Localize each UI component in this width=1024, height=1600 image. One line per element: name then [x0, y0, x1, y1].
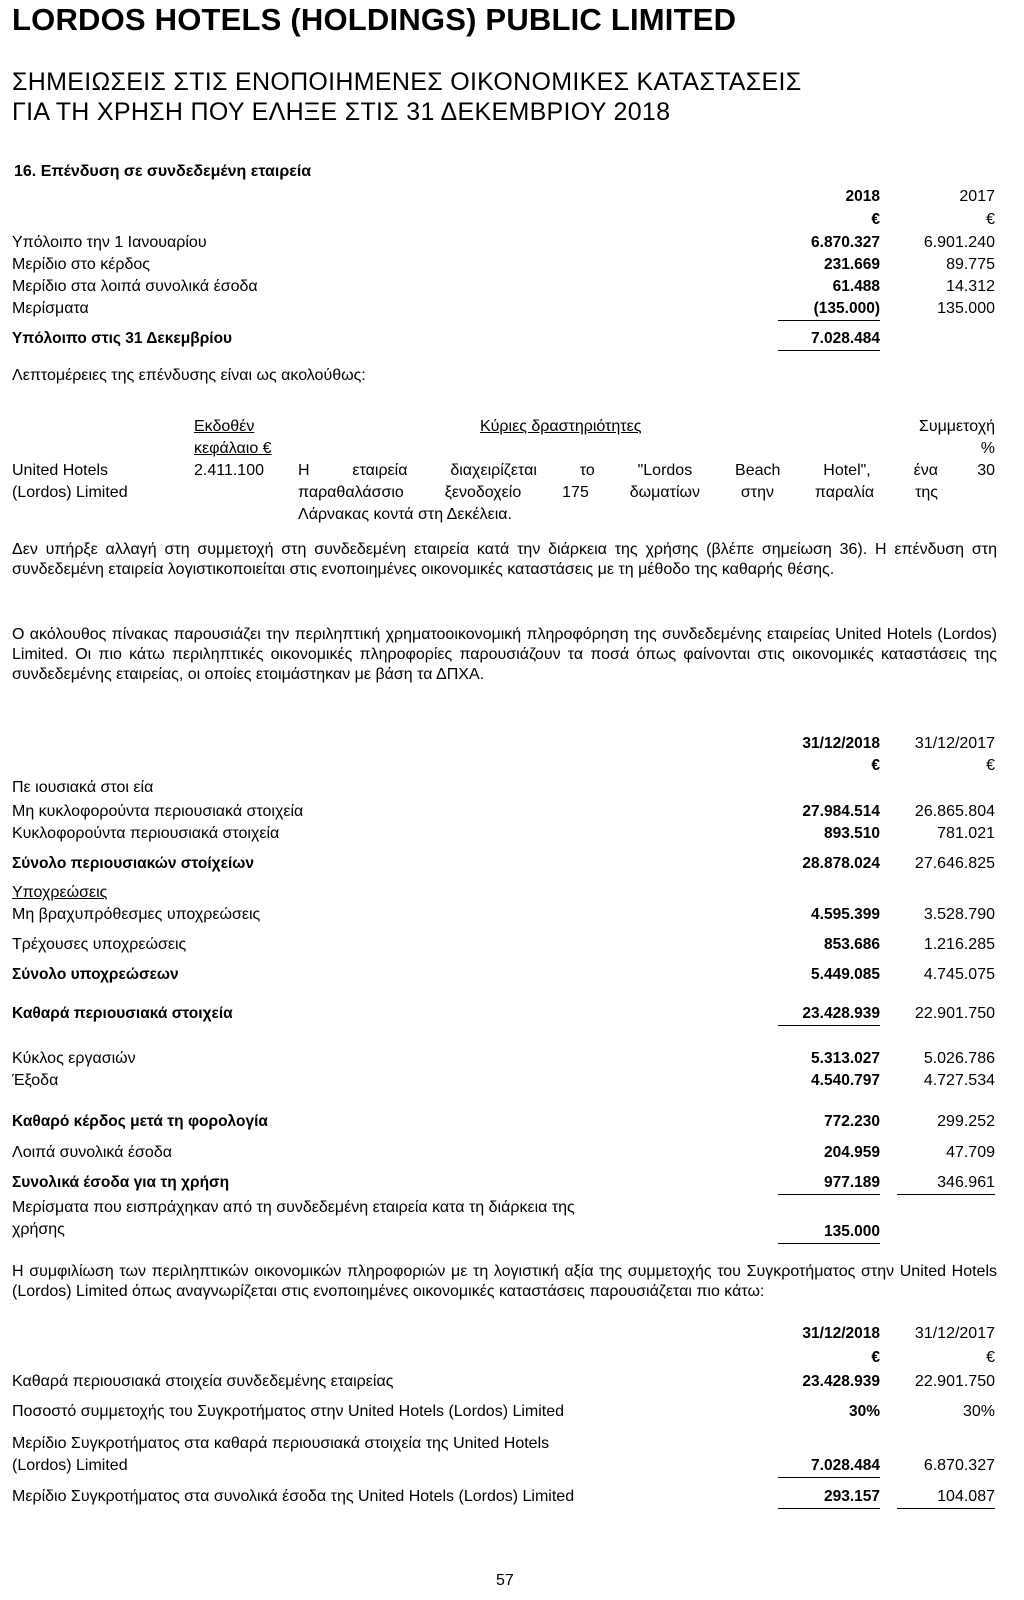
share-header-1: Συμμετοχή [918, 418, 995, 435]
table-row-value: 61.488 [832, 278, 880, 295]
page-number: 57 [496, 1572, 514, 1589]
underline [778, 1243, 880, 1244]
issued-capital: 2.411.100 [194, 462, 264, 479]
table-row-value: 104.087 [937, 1488, 995, 1505]
table-row-value: 853.686 [823, 936, 880, 953]
table-row-label: Μερίδιο Συγκροτήματος στα καθαρά περιουσιακά στοιχεία της United Hotels [12, 1435, 550, 1452]
table-row-value: 5.313.027 [811, 1050, 880, 1067]
col-b-header: 31/12/2017 [914, 1325, 995, 1342]
col-a-header: 31/12/2018 [802, 735, 880, 752]
table-row-value: 5.449.085 [811, 966, 880, 983]
activities-header: Κύριες δραστηριότητες [480, 418, 642, 435]
table-row-value: 893.510 [823, 825, 880, 842]
table-row-value: 6.870.327 [923, 1457, 995, 1474]
underline [778, 1025, 880, 1026]
table-row-value: 772.230 [823, 1113, 880, 1130]
table-row-value: 89.775 [946, 256, 995, 273]
table-row-label: Λοιπά συνολικά έσοδα [12, 1144, 172, 1161]
table-row-label: Κυκλοφορούντα περιουσιακά στοιχεία [12, 825, 280, 842]
table-row-value: (135.000) [813, 300, 880, 317]
table-row-value: 23.428.939 [802, 1005, 880, 1022]
table-row-value: 22.901.750 [914, 1005, 995, 1022]
assets-heading: Πε ιουσιακά στοι εία [12, 779, 154, 796]
col-b-header: 31/12/2017 [914, 735, 995, 752]
table-row-label: Καθαρό κέρδος μετά τη φορολογία [12, 1113, 268, 1130]
table-row-value: 7.028.484 [811, 1457, 880, 1474]
table-row-label: Μη βραχυπρόθεσμες υποχρεώσεις [12, 906, 261, 923]
table-row-label: Σύνολο υποχρεώσεων [12, 966, 179, 983]
table-row-value: 27.646.825 [914, 855, 995, 872]
table-row-value: 293.157 [823, 1488, 880, 1505]
table-row-label: Μερίδιο Συγκροτήματος στα συνολικά έσοδα της United Hotels (Lordos) Limited [12, 1488, 575, 1505]
table-row-value: 299.252 [937, 1113, 995, 1130]
table-row-value: 204.959 [823, 1144, 880, 1161]
table-row-value: 5.026.786 [923, 1050, 995, 1067]
table-row-value: 6.901.240 [923, 234, 995, 251]
paragraph-3: Η συμφιλίωση των περιληπτικών οικονομικών πληροφοριών με τη λογιστική αξία της συμμετοχής του Συγκροτήματος στην United Hotels (Lordos) Limited όπως αναγνωρίζεται στις ενοποιημένες οικονομικές καταστάσεις παρουσιάζεται πιο κάτω: [12, 1263, 997, 1300]
table-row-value: 4.595.399 [811, 906, 880, 923]
table-row-label: Συνολικά έσοδα για τη χρήση [12, 1174, 230, 1191]
table-row-value: 7.028.484 [811, 330, 880, 347]
underline [778, 320, 880, 321]
table-row-label: Ποσοστό συμμετοχής του Συγκροτήματος στην United Hotels (Lordos) Limited [12, 1403, 565, 1420]
table-row-value: 4.727.534 [923, 1072, 995, 1089]
table-row-label: Σύνολο περιουσιακών στοίχείων [12, 855, 254, 872]
table-row-label: Μερίδιο στο κέρδος [12, 256, 150, 273]
col-2018-header: 2018 [845, 188, 880, 205]
currency-2017: € [986, 211, 995, 228]
table-row-value: 47.709 [946, 1144, 995, 1161]
table-row-label: Υποχρεώσεις [12, 884, 108, 901]
table-row-label: Έξοδα [12, 1072, 59, 1089]
currency-a: € [871, 1349, 880, 1366]
table-row-value: 781.021 [937, 825, 995, 842]
double-underline [778, 350, 880, 351]
col-2017-header: 2017 [959, 188, 995, 205]
table-row-value: 30% [848, 1403, 880, 1420]
table-row-value: 28.878.024 [802, 855, 880, 872]
table-row-value: 1.216.285 [923, 936, 995, 953]
title-line-2: ΓΙΑ ΤΗ ΧΡΗΣΗ ΠΟΥ ΕΛΗΞΕ ΣΤΙΣ 31 ΔΕΚΕΜΒΡΙΟΥ 2018 [12, 98, 671, 126]
table-row-label: Κύκλος εργασιών [12, 1050, 136, 1067]
table-row-value: 30% [962, 1403, 995, 1420]
table-row-value: 4.745.075 [923, 966, 995, 983]
company-name-line-1: United Hotels [12, 462, 109, 479]
table-row-value: 14.312 [946, 278, 995, 295]
currency-2018: € [871, 211, 880, 228]
table-row-label: Μερίσματα που εισπράχηκαν από τη συνδεδεμένη εταιρεία κατα τη διάρκεια της [12, 1199, 575, 1216]
table-row-label: Υπόλοιπο την 1 Ιανουαρίου [12, 234, 207, 251]
table-row-value: 27.984.514 [802, 803, 880, 820]
table-row-label: Καθαρά περιουσιακά στοιχεία [12, 1005, 233, 1022]
underline [897, 1194, 995, 1195]
details-intro: Λεπτομέρειες της επένδυσης είναι ως ακολούθως: [12, 367, 366, 384]
table-row-value: 135.000 [823, 1223, 880, 1240]
share-header-2: % [980, 440, 995, 457]
col-a-header: 31/12/2018 [802, 1325, 880, 1342]
table-row-value: 135.000 [937, 300, 995, 317]
table-row-label: Μη κυκλοφορούντα περιουσιακά στοιχεία [12, 803, 304, 820]
table-row-value: 231.669 [823, 256, 880, 273]
section-title: 16. Επένδυση σε συνδεδεμένη εταιρεία [14, 163, 312, 180]
capital-header-1: Εκδοθέν [194, 418, 255, 435]
table-row-value: 4.540.797 [811, 1072, 880, 1089]
table-row-value: 346.961 [937, 1174, 995, 1191]
underline [897, 1508, 995, 1509]
table-row-label: Τρέχουσες υποχρεώσεις [12, 936, 187, 953]
table-row-label: Μερίσματα [12, 300, 89, 317]
table-row-label: Μερίδιο στα λοιπά συνολικά έσοδα [12, 278, 258, 295]
table-row-value: 977.189 [823, 1174, 880, 1191]
table-row-value: 3.528.790 [923, 906, 995, 923]
table-row-label: Καθαρά περιουσιακά στοιχεία συνδεδεμένης εταιρείας [12, 1373, 394, 1390]
activity-line-3: Λάρνακας κοντά στη Δεκέλεια. [298, 506, 512, 523]
table-row-label: (Lordos) Limited [12, 1457, 128, 1474]
capital-header-2: κεφάλαιο € [194, 440, 272, 457]
currency-b: € [986, 1349, 995, 1366]
paragraph-2: Ο ακόλουθος πίνακας παρουσιάζει την περιληπτική χρηματοοικονομική πληροφόρηση της συνδεδεμένης εταιρείας United Hotels (Lordos) Limited. Οι πιο κάτω περιληπτικές οικονομικές πληροφορίες παρουσιάζουν τα ποσά όπως φαίνονται στις οικονομικές καταστάσεις της συνδεδεμένης εταιρείας, οι οποίες ετοιμάστηκαν με βάση τα ΔΠΧΑ. [12, 626, 997, 683]
currency-a: € [871, 757, 880, 774]
table-row-value: 22.901.750 [914, 1373, 995, 1390]
underline [778, 1194, 880, 1195]
table-row-label: Υπόλοιπο στις 31 Δεκεμβρίου [12, 330, 233, 347]
underline [778, 1508, 880, 1509]
share-percent: 30 [977, 462, 995, 479]
underline [778, 1477, 880, 1478]
company-name: LORDOS HOTELS (HOLDINGS) PUBLIC LIMITED [12, 2, 737, 37]
table-row-value: 6.870.327 [811, 234, 880, 251]
company-name-line-2: (Lordos) Limited [12, 484, 128, 501]
activity-line-1: Η εταιρεία διαχειρίζεται το "Lordos Beach Hotel", ένα [298, 462, 938, 479]
table-row-label: χρήσης [12, 1221, 65, 1238]
table-row-value: 26.865.804 [914, 803, 995, 820]
table-row-value: 23.428.939 [802, 1373, 880, 1390]
paragraph-1: Δεν υπήρξε αλλαγή στη συμμετοχή στη συνδεδεμένη εταιρεία κατά την διάρκεια της χρήσης (βλέπε σημείωση 36). Η επένδυση στη συνδεδεμένη εταιρεία λογιστικοποιείται στις ενοποιημένες οικονομικές καταστάσεις με τη μέθοδο της καθαρής θέσης. [12, 541, 997, 578]
currency-b: € [986, 757, 995, 774]
title-line-1: ΣΗΜΕΙΩΣΕΙΣ ΣΤΙΣ ΕΝΟΠΟΙΗΜΕΝΕΣ ΟΙΚΟΝΟΜΙΚΕΣ ΚΑΤΑΣΤΑΣΕΙΣ [12, 68, 802, 96]
activity-line-2: παραθαλάσσιο ξενοδοχείο 175 δωματίων στην παραλία της [298, 484, 938, 501]
